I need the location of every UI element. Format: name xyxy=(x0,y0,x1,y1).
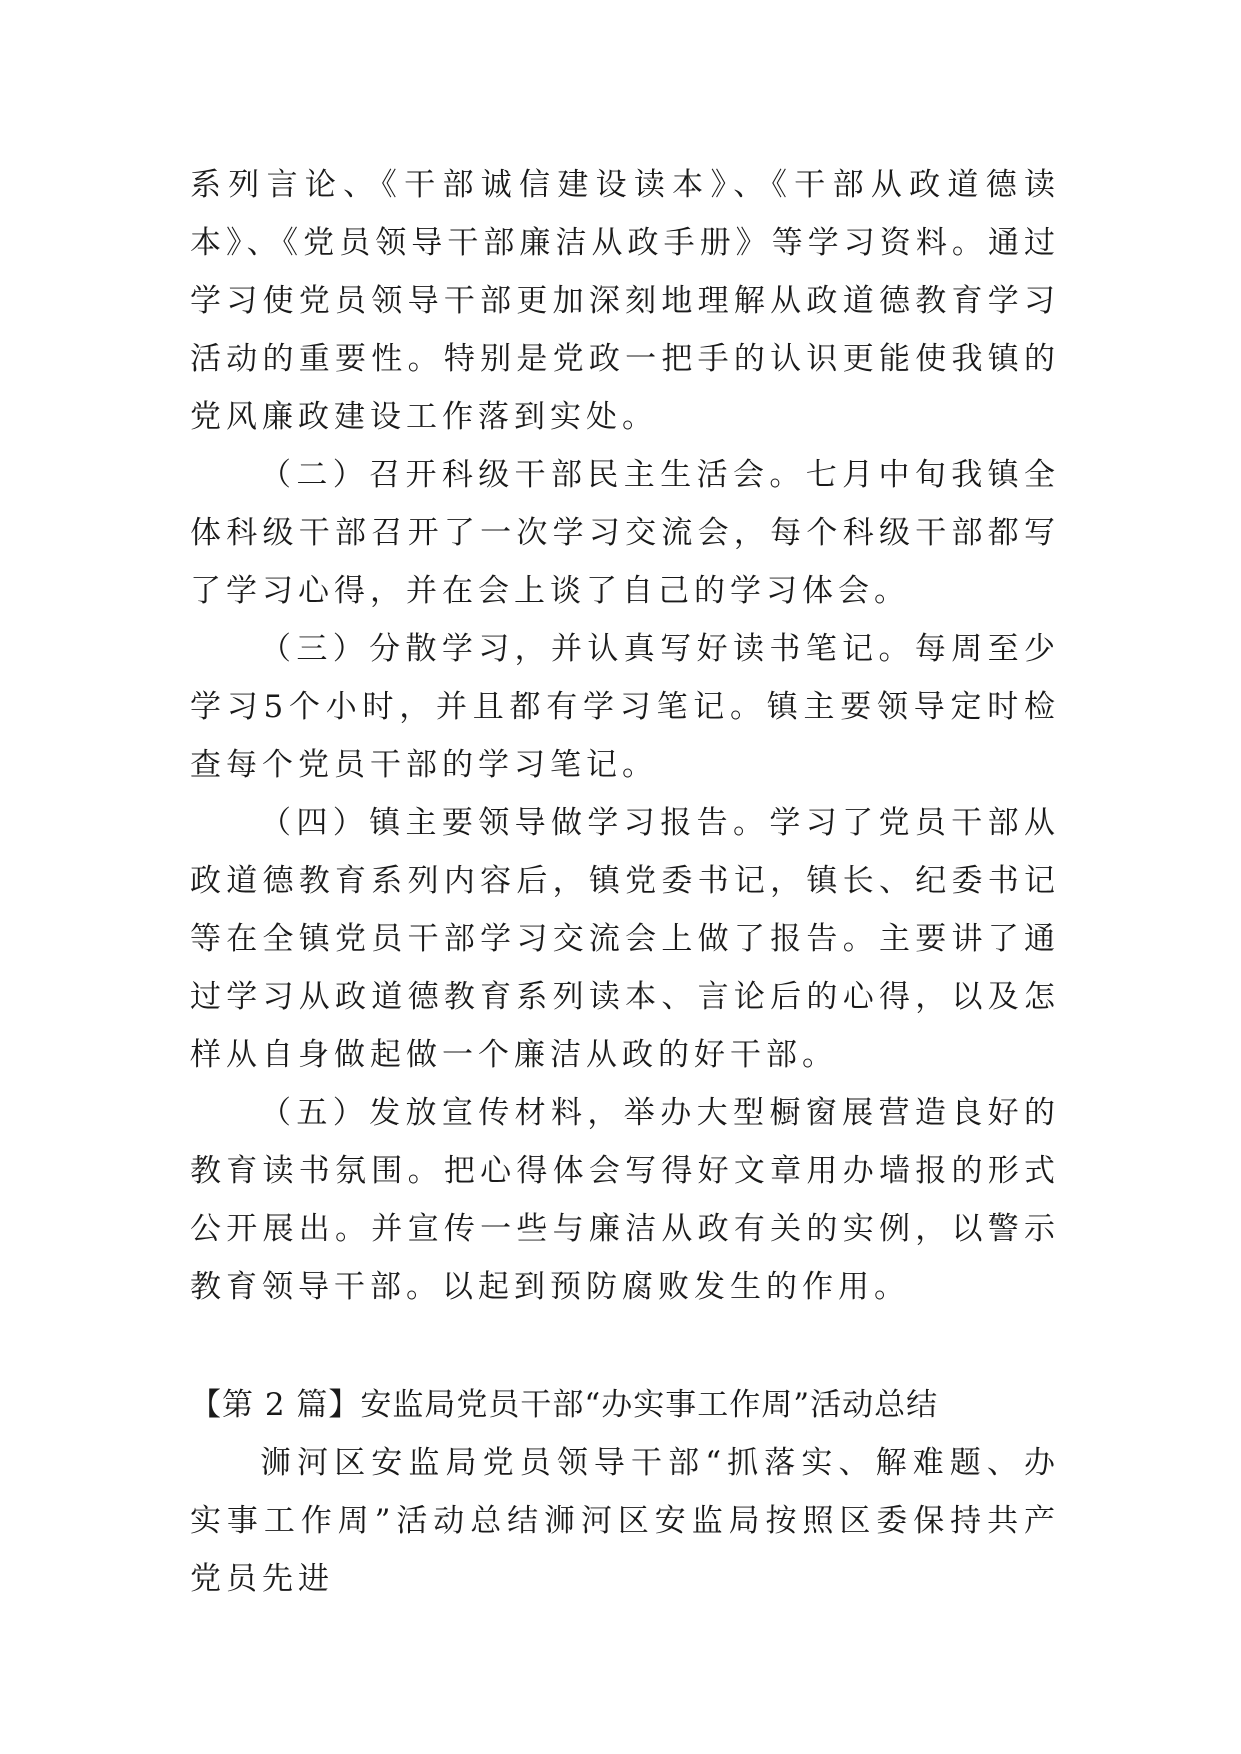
section-2-heading: 【第 2 篇】安监局党员干部“办实事工作周”活动总结 xyxy=(190,1387,939,1423)
paragraph-work-week-summary: 浉河区安监局党员领导干部“抓落实、解难题、办实事工作周”活动总结浉河区安监局按照区委保持共产党员先进 xyxy=(190,1445,1060,1597)
paragraph-scattered-study: （三）分散学习，并认真写好读书笔记。每周至少学习5个小时，并且都有学习笔记。镇主要领导定时检查每个党员干部的学习笔记。 xyxy=(190,631,1060,783)
paragraph-study-report: （四）镇主要领导做学习报告。学习了党员干部从政道德教育系列内容后，镇党委书记，镇长、纪委书记等在全镇党员干部学习交流会上做了报告。主要讲了通过学习从政道德教育系列读本、言论后的心得，以及怎样从自身做起做一个廉洁从政的好干部。 xyxy=(190,805,1060,1073)
paragraph-study-materials: 系列言论、《干部诚信建设读本》、《干部从政道德读本》、《党员领导干部廉洁从政手册》等学习资料。通过学习使党员领导干部更加深刻地理解从政道德教育学习活动的重要性。特别是党政一把手的认识更能使我镇的党风廉政建设工作落到实处。 xyxy=(190,167,1060,435)
paragraph-democratic-life-meeting: （二）召开科级干部民主生活会。七月中旬我镇全体科级干部召开了一次学习交流会，每个科级干部都写了学习心得，并在会上谈了自己的学习体会。 xyxy=(190,457,1060,609)
section-1-body xyxy=(190,156,1060,1316)
section-2-body xyxy=(190,1434,1060,1608)
paragraph-publicity-materials: （五）发放宣传材料，举办大型橱窗展营造良好的教育读书氛围。把心得体会写得好文章用办墙报的形式公开展出。并宣传一些与廉洁从政有关的实例，以警示教育领导干部。以起到预防腐败发生的作用。 xyxy=(190,1095,1060,1305)
